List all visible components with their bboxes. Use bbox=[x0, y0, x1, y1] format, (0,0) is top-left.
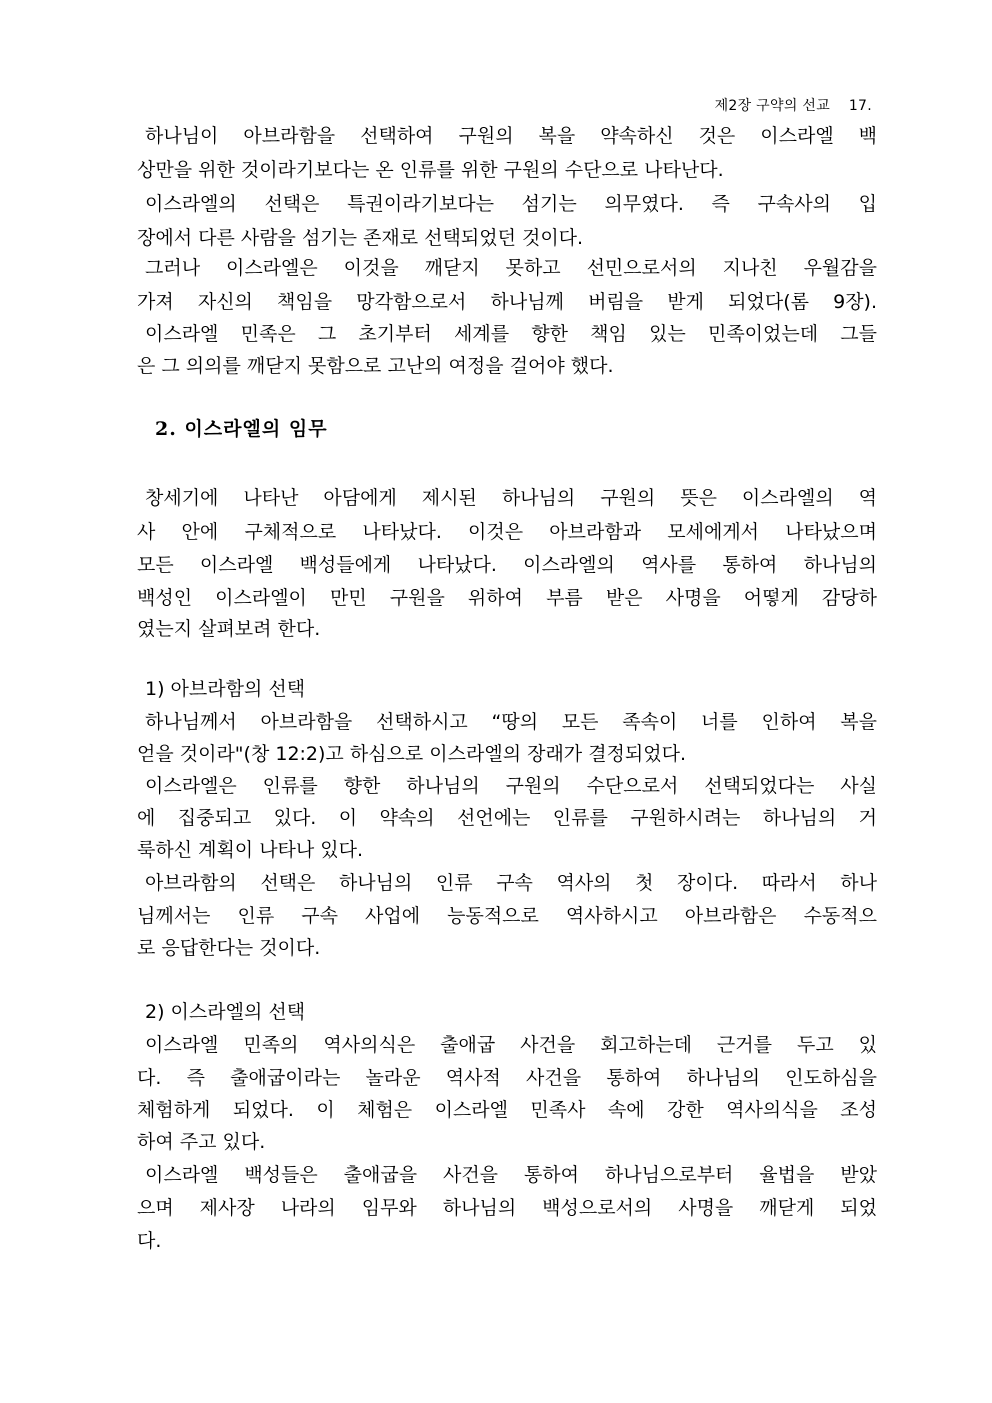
text-line: 이스라엘 백성들은 출애굽을 사건을 통하여 하나님으로부터 율법을 받았 bbox=[145, 1164, 877, 1186]
text-line: 로 응답한다는 것이다. bbox=[137, 937, 321, 959]
section-heading: 2. 이스라엘의 임무 bbox=[155, 418, 328, 440]
text-line: 상만을 위한 것이라기보다는 온 인류를 위한 구원의 수단으로 나타난다. bbox=[137, 159, 724, 181]
text-line: 얻을 것이라"(창 12:2)고 하심으로 이스라엘의 장래가 결정되었다. bbox=[137, 743, 687, 765]
text-line: 룩하신 계획이 나타나 있다. bbox=[137, 839, 364, 861]
running-header bbox=[715, 95, 872, 115]
text-line: 였는지 살펴보려 한다. bbox=[137, 618, 321, 640]
text-line: 이스라엘 민족의 역사의식은 출애굽 사건을 회고하는데 근거를 두고 있 bbox=[145, 1034, 877, 1056]
text-line: 하나님께서 아브라함을 선택하시고 “땅의 모든 족속이 너를 인하여 복을 bbox=[145, 711, 877, 733]
subsection-heading: 1) 아브라함의 선택 bbox=[145, 678, 306, 700]
text-line: 으며 제사장 나라의 임무와 하나님의 백성으로서의 사명을 깨닫게 되었 bbox=[137, 1197, 877, 1219]
page-number: 17. bbox=[848, 98, 872, 114]
text-line: 하나님이 아브라함을 선택하여 구원의 복을 약속하신 것은 이스라엘 백 bbox=[145, 125, 877, 147]
text-line: 장에서 다른 사람을 섬기는 존재로 선택되었던 것이다. bbox=[137, 227, 584, 249]
text-line: 모든 이스라엘 백성들에게 나타났다. 이스라엘의 역사를 통하여 하나님의 bbox=[137, 554, 877, 576]
text-line: 가져 자신의 책임을 망각함으로서 하나님께 버림을 받게 되었다(롬 9장). bbox=[137, 291, 877, 313]
text-line: 이스라엘의 선택은 특권이라기보다는 섬기는 의무였다. 즉 구속사의 입 bbox=[145, 193, 877, 215]
text-line: 이스라엘 민족은 그 초기부터 세계를 향한 책임 있는 민족이었는데 그들 bbox=[145, 323, 877, 345]
text-line: 아브라함의 선택은 하나님의 인류 구속 역사의 첫 장이다. 따라서 하나 bbox=[145, 872, 877, 894]
text-line: 그러나 이스라엘은 이것을 깨닫지 못하고 선민으로서의 지나친 우월감을 bbox=[145, 257, 877, 279]
text-line: 하여 주고 있다. bbox=[137, 1131, 266, 1153]
text-line: 님께서는 인류 구속 사업에 능동적으로 역사하시고 아브라함은 수동적으 bbox=[137, 905, 877, 927]
text-line: 체험하게 되었다. 이 체험은 이스라엘 민족사 속에 강한 역사의식을 조성 bbox=[137, 1099, 877, 1121]
text-line: 이스라엘은 인류를 향한 하나님의 구원의 수단으로서 선택되었다는 사실 bbox=[145, 775, 877, 797]
text-line: 다. bbox=[137, 1230, 162, 1252]
subsection-heading: 2) 이스라엘의 선택 bbox=[145, 1001, 306, 1023]
text-line: 은 그 의의를 깨닫지 못함으로 고난의 여정을 걸어야 했다. bbox=[137, 355, 614, 377]
text-line: 다. 즉 출애굽이라는 놀라운 역사적 사건을 통하여 하나님의 인도하심을 bbox=[137, 1067, 877, 1089]
text-line: 백성인 이스라엘이 만민 구원을 위하여 부름 받은 사명을 어떻게 감당하 bbox=[137, 587, 877, 609]
text-line: 사 안에 구체적으로 나타났다. 이것은 아브라함과 모세에게서 나타났으며 bbox=[137, 521, 877, 543]
chapter-title: 제2장 구약의 선교 bbox=[714, 98, 831, 114]
text-line: 창세기에 나타난 아담에게 제시된 하나님의 구원의 뜻은 이스라엘의 역 bbox=[145, 487, 877, 509]
text-line: 에 집중되고 있다. 이 약속의 선언에는 인류를 구원하시려는 하나님의 거 bbox=[137, 807, 877, 829]
